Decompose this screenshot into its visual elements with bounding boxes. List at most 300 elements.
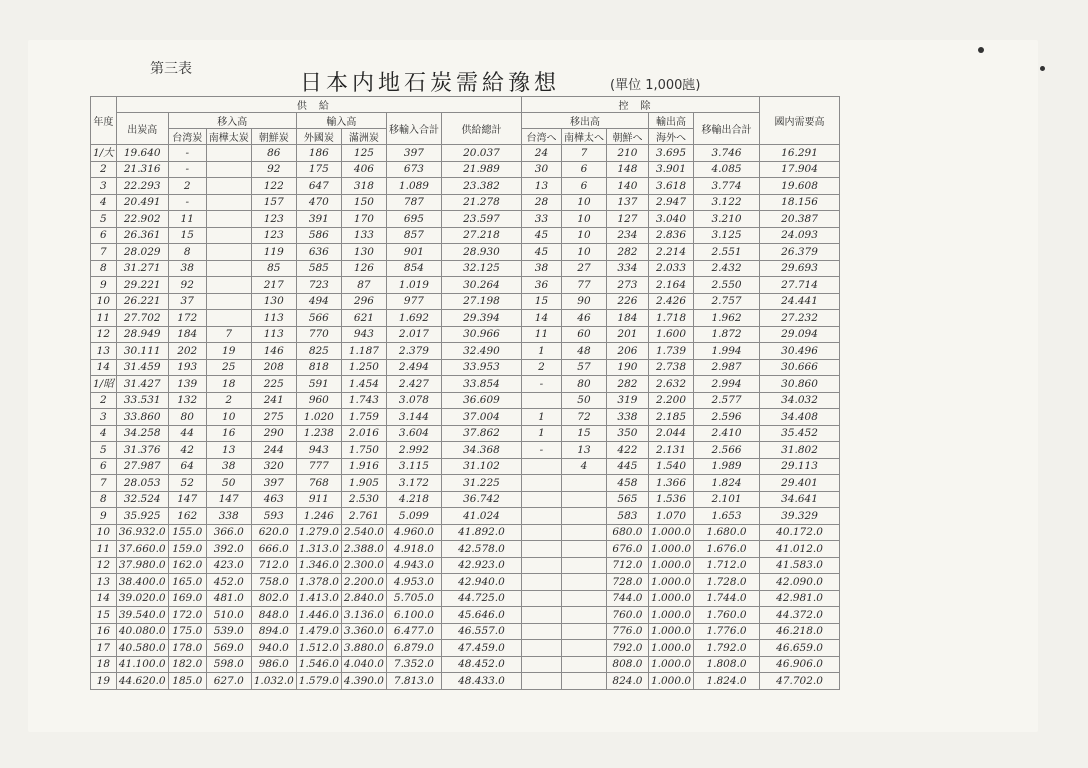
table-cell: 32.125 (441, 260, 521, 277)
table-cell: 139 (168, 376, 206, 393)
table-cell: 33.953 (441, 359, 521, 376)
table-cell: 319 (606, 392, 648, 409)
table-cell: 1.540 (648, 458, 693, 475)
table-cell: 10 (561, 211, 606, 228)
table-row (91, 161, 840, 178)
table-cell: 397 (386, 145, 441, 162)
table-cell: 46.557.0 (441, 623, 521, 640)
table-cell: 4.953.0 (386, 574, 441, 591)
table-cell (561, 607, 606, 624)
table-cell: 13 (521, 178, 561, 195)
table-cell: 452.0 (206, 574, 251, 591)
table-cell: 150 (341, 194, 386, 211)
table-cell: 6 (561, 178, 606, 195)
table-cell: 30 (521, 161, 561, 178)
table-cell: 17.904 (760, 161, 840, 178)
table-row (91, 475, 840, 492)
punch-hole-mark (1040, 66, 1045, 71)
table-cell: 182.0 (168, 656, 206, 673)
row-year-cell: 14 (91, 359, 117, 376)
table-cell: 338 (206, 508, 251, 525)
table-row (91, 508, 840, 525)
table-cell: 318 (341, 178, 386, 195)
row-year-cell: 8 (91, 491, 117, 508)
table-cell: 38 (206, 458, 251, 475)
table-cell: 2.426 (648, 293, 693, 310)
table-cell: 290 (251, 425, 296, 442)
table-cell: 2.840.0 (341, 590, 386, 607)
unit-note: (單位 1,000瓲) (610, 78, 701, 93)
table-cell: 728.0 (606, 574, 648, 591)
table-cell (206, 178, 251, 195)
table-cell: 1.020 (296, 409, 341, 426)
table-cell (521, 491, 561, 508)
table-cell (521, 590, 561, 607)
table-cell: 2.836 (648, 227, 693, 244)
table-cell: 132 (168, 392, 206, 409)
row-year-cell: 10 (91, 524, 117, 541)
table-cell: 1.536 (648, 491, 693, 508)
table-cell: 16 (206, 425, 251, 442)
table-cell: 37.660.0 (116, 541, 168, 558)
col-manchu: 滿洲炭 (341, 129, 386, 145)
table-cell: 21.989 (441, 161, 521, 178)
table-cell: 46.906.0 (760, 656, 840, 673)
table-cell: 47.702.0 (760, 673, 840, 690)
table-cell: 38.400.0 (116, 574, 168, 591)
table-cell: 25 (206, 359, 251, 376)
table-cell: 31.802 (760, 442, 840, 459)
row-year-cell: 1/大 (91, 145, 117, 162)
table-cell: 36.742 (441, 491, 521, 508)
table-cell: 35.452 (760, 425, 840, 442)
table-cell: 695 (386, 211, 441, 228)
table-cell: 3.172 (386, 475, 441, 492)
row-year-cell: 7 (91, 244, 117, 261)
table-cell (521, 673, 561, 690)
table-cell (561, 557, 606, 574)
table-cell: 31.271 (116, 260, 168, 277)
table-cell: 3.115 (386, 458, 441, 475)
table-cell: 146 (251, 343, 296, 360)
table-cell: 2.551 (694, 244, 760, 261)
table-cell: 127 (606, 211, 648, 228)
table-cell: 27.714 (760, 277, 840, 294)
col-export-total: 移輸出合計 (694, 113, 760, 145)
table-cell: 24.441 (760, 293, 840, 310)
table-cell: 36.932.0 (116, 524, 168, 541)
table-body (91, 145, 840, 690)
table-cell: 1.692 (386, 310, 441, 327)
table-row (91, 442, 840, 459)
table-cell: 42.578.0 (441, 541, 521, 558)
table-cell (561, 673, 606, 690)
table-cell: 481.0 (206, 590, 251, 607)
table-cell: 776.0 (606, 623, 648, 640)
table-cell: 45.646.0 (441, 607, 521, 624)
table-cell: 1.187 (341, 343, 386, 360)
table-row (91, 425, 840, 442)
row-year-cell: 10 (91, 293, 117, 310)
table-cell: 23.597 (441, 211, 521, 228)
table-cell: 77 (561, 277, 606, 294)
table-cell: 673 (386, 161, 441, 178)
table-cell: 565 (606, 491, 648, 508)
row-year-cell: 18 (91, 656, 117, 673)
table-cell: 3.122 (694, 194, 760, 211)
table-cell: 566 (296, 310, 341, 327)
table-cell: 26.379 (760, 244, 840, 261)
table-row (91, 409, 840, 426)
table-cell (561, 623, 606, 640)
table-cell: 2.200 (648, 392, 693, 409)
row-year-cell: 13 (91, 343, 117, 360)
table-cell: 1.000.0 (648, 590, 693, 607)
table-cell: 397 (251, 475, 296, 492)
table-cell: 768 (296, 475, 341, 492)
table-cell: 943 (296, 442, 341, 459)
table-cell (521, 541, 561, 558)
table-cell: 41.024 (441, 508, 521, 525)
table-cell (521, 623, 561, 640)
table-cell: 2.738 (648, 359, 693, 376)
table-cell: 29.401 (760, 475, 840, 492)
table-cell: 33.531 (116, 392, 168, 409)
table-cell: 3.360.0 (341, 623, 386, 640)
table-cell: 1.454 (341, 376, 386, 393)
table-cell: 1.744.0 (694, 590, 760, 607)
table-cell: 445 (606, 458, 648, 475)
row-year-cell: 15 (91, 607, 117, 624)
table-cell: 184 (168, 326, 206, 343)
col-production: 出炭高 (116, 113, 168, 145)
table-row (91, 392, 840, 409)
table-cell: 27.987 (116, 458, 168, 475)
table-cell: 37.004 (441, 409, 521, 426)
table-cell: 14 (521, 310, 561, 327)
table-cell: 391 (296, 211, 341, 228)
table-cell: 123 (251, 211, 296, 228)
table-cell: 36 (521, 277, 561, 294)
table-cell: 2.540.0 (341, 524, 386, 541)
table-cell: 620.0 (251, 524, 296, 541)
table-cell: 57 (561, 359, 606, 376)
table-cell: 26.221 (116, 293, 168, 310)
table-cell: 126 (341, 260, 386, 277)
table-cell: 4.218 (386, 491, 441, 508)
table-cell: 86 (251, 145, 296, 162)
table-cell: 37.980.0 (116, 557, 168, 574)
table-cell: 586 (296, 227, 341, 244)
table-cell: 35.925 (116, 508, 168, 525)
table-cell: 6 (561, 161, 606, 178)
table-cell: 85 (251, 260, 296, 277)
table-row (91, 376, 840, 393)
table-cell: 178.0 (168, 640, 206, 657)
table-cell: 2 (521, 359, 561, 376)
table-cell: 3.604 (386, 425, 441, 442)
table-cell: 3.125 (694, 227, 760, 244)
table-cell: 2.992 (386, 442, 441, 459)
table-row (91, 178, 840, 195)
table-cell: 1.479.0 (296, 623, 341, 640)
table-row (91, 623, 840, 640)
header-row-2 (91, 113, 840, 129)
table-cell (521, 508, 561, 525)
table-cell: 2.185 (648, 409, 693, 426)
table-cell: 13 (206, 442, 251, 459)
table-cell: 848.0 (251, 607, 296, 624)
table-cell: 29.094 (760, 326, 840, 343)
table-cell: 170 (341, 211, 386, 228)
table-cell: 2.432 (694, 260, 760, 277)
table-row (91, 673, 840, 690)
table-cell: 123 (251, 227, 296, 244)
table-cell (206, 244, 251, 261)
table-row (91, 574, 840, 591)
table-cell: 50 (206, 475, 251, 492)
table-cell: 1.000.0 (648, 623, 693, 640)
table-cell: 585 (296, 260, 341, 277)
table-cell (206, 310, 251, 327)
table-cell: 40.172.0 (760, 524, 840, 541)
table-cell (206, 145, 251, 162)
table-cell (561, 541, 606, 558)
table-cell: 140 (606, 178, 648, 195)
table-cell: 34.032 (760, 392, 840, 409)
table-cell: 2.577 (694, 392, 760, 409)
table-cell: 147 (168, 491, 206, 508)
table-cell: 130 (251, 293, 296, 310)
table-cell: 2.044 (648, 425, 693, 442)
table-cell: 46 (561, 310, 606, 327)
table-cell (561, 491, 606, 508)
table-cell: 22.293 (116, 178, 168, 195)
table-cell: 1.032.0 (251, 673, 296, 690)
table-cell: 6.100.0 (386, 607, 441, 624)
table-cell: 28.029 (116, 244, 168, 261)
table-cell: 44 (168, 425, 206, 442)
table-cell: 3.136.0 (341, 607, 386, 624)
table-cell: 583 (606, 508, 648, 525)
table-cell: 113 (251, 326, 296, 343)
row-year-cell: 8 (91, 260, 117, 277)
table-cell: 48 (561, 343, 606, 360)
table-cell: 24.093 (760, 227, 840, 244)
row-year-cell: 5 (91, 211, 117, 228)
table-cell: 18 (206, 376, 251, 393)
table-cell: 7 (561, 145, 606, 162)
table-cell: 30.966 (441, 326, 521, 343)
table-cell: 1.808.0 (694, 656, 760, 673)
table-cell (561, 640, 606, 657)
table-cell: 38 (521, 260, 561, 277)
table-cell: 2.164 (648, 277, 693, 294)
table-cell: 37.862 (441, 425, 521, 442)
table-cell: 10 (561, 194, 606, 211)
col-chosen: 朝鮮炭 (251, 129, 296, 145)
table-cell: 1.750 (341, 442, 386, 459)
table-cell: 162.0 (168, 557, 206, 574)
table-cell: 31.376 (116, 442, 168, 459)
table-cell: 1.728.0 (694, 574, 760, 591)
table-cell: 1.989 (694, 458, 760, 475)
table-cell: 723 (296, 277, 341, 294)
table-cell: 2.947 (648, 194, 693, 211)
table-cell: 2.017 (386, 326, 441, 343)
row-year-cell: 4 (91, 194, 117, 211)
table-cell: 2.379 (386, 343, 441, 360)
table-cell: 30.860 (760, 376, 840, 393)
table-cell: 320 (251, 458, 296, 475)
table-cell: 1.759 (341, 409, 386, 426)
table-cell: 210 (606, 145, 648, 162)
table-cell: 627.0 (206, 673, 251, 690)
table-cell: 193 (168, 359, 206, 376)
row-year-cell: 19 (91, 673, 117, 690)
table-cell: 7 (206, 326, 251, 343)
table-cell: 241 (251, 392, 296, 409)
table-cell: 72 (561, 409, 606, 426)
table-cell: 901 (386, 244, 441, 261)
col-export: 輸出高 (648, 113, 693, 129)
row-year-cell: 7 (91, 475, 117, 492)
col-supply-total: 供給總計 (441, 113, 521, 145)
table-cell: 2.427 (386, 376, 441, 393)
table-cell: 1.905 (341, 475, 386, 492)
table-cell: 19 (206, 343, 251, 360)
table-cell: 2.016 (341, 425, 386, 442)
table-cell: 510.0 (206, 607, 251, 624)
table-cell: 1.653 (694, 508, 760, 525)
table-row (91, 557, 840, 574)
table-cell (521, 656, 561, 673)
table-cell: 19.608 (760, 178, 840, 195)
table-cell: 2.388.0 (341, 541, 386, 558)
row-year-cell: 9 (91, 508, 117, 525)
table-cell: 175.0 (168, 623, 206, 640)
table-cell: 80 (168, 409, 206, 426)
table-cell: 48.452.0 (441, 656, 521, 673)
table-cell: 27.702 (116, 310, 168, 327)
table-cell: 44.620.0 (116, 673, 168, 690)
table-cell: 21.316 (116, 161, 168, 178)
table-cell: 2.033 (648, 260, 693, 277)
table-cell: 1.872 (694, 326, 760, 343)
table-cell: 1.000.0 (648, 640, 693, 657)
table-cell: 3.040 (648, 211, 693, 228)
table-cell: 80 (561, 376, 606, 393)
table-cell (521, 607, 561, 624)
table-cell: 1.000.0 (648, 574, 693, 591)
table-cell: 296 (341, 293, 386, 310)
table-cell: 169.0 (168, 590, 206, 607)
table-cell: 1.546.0 (296, 656, 341, 673)
table-cell: 22.902 (116, 211, 168, 228)
table-cell: 1.739 (648, 343, 693, 360)
table-cell: 15 (561, 425, 606, 442)
table-cell: 13 (561, 442, 606, 459)
table-cell: 217 (251, 277, 296, 294)
table-cell: 712.0 (606, 557, 648, 574)
table-cell (521, 557, 561, 574)
table-cell: 2.410 (694, 425, 760, 442)
table-cell: 38 (168, 260, 206, 277)
table-cell: 29.394 (441, 310, 521, 327)
table-cell: 4.390.0 (341, 673, 386, 690)
table-cell: 34.258 (116, 425, 168, 442)
table-cell (561, 508, 606, 525)
table-cell: 539.0 (206, 623, 251, 640)
table-row (91, 277, 840, 294)
table-cell (521, 392, 561, 409)
row-year-cell: 13 (91, 574, 117, 591)
table-cell: 27 (561, 260, 606, 277)
table-cell: 894.0 (251, 623, 296, 640)
col-move-in: 移入高 (168, 113, 296, 129)
table-cell: 39.329 (760, 508, 840, 525)
table-cell (561, 590, 606, 607)
table-cell: 45 (521, 244, 561, 261)
table-cell: 41.012.0 (760, 541, 840, 558)
col-to-karafuto: 南樺太へ (561, 129, 606, 145)
table-cell: 34.408 (760, 409, 840, 426)
table-cell: 184 (606, 310, 648, 327)
table-cell: 1.000.0 (648, 673, 693, 690)
table-cell (561, 656, 606, 673)
table-cell: 29.113 (760, 458, 840, 475)
table-cell: 44.725.0 (441, 590, 521, 607)
row-year-cell: 14 (91, 590, 117, 607)
table-cell: 47.459.0 (441, 640, 521, 657)
table-cell: 18.156 (760, 194, 840, 211)
table-cell: 1.250 (341, 359, 386, 376)
table-cell: 27.218 (441, 227, 521, 244)
table-cell: 1.070 (648, 508, 693, 525)
table-cell: 824.0 (606, 673, 648, 690)
table-row (91, 293, 840, 310)
table-cell: 2.214 (648, 244, 693, 261)
row-year-cell: 6 (91, 458, 117, 475)
row-year-cell: 11 (91, 310, 117, 327)
table-cell: 60 (561, 326, 606, 343)
table-cell: 1.000.0 (648, 524, 693, 541)
table-cell: 165.0 (168, 574, 206, 591)
table-cell: 423.0 (206, 557, 251, 574)
table-cell: 31.102 (441, 458, 521, 475)
table-cell: 42.090.0 (760, 574, 840, 591)
col-move-out: 移出高 (521, 113, 648, 129)
table-cell: 34.641 (760, 491, 840, 508)
table-cell: 7.352.0 (386, 656, 441, 673)
table-cell: 31.225 (441, 475, 521, 492)
table-cell: 225 (251, 376, 296, 393)
table-cell: 1.994 (694, 343, 760, 360)
table-cell: 1.238 (296, 425, 341, 442)
table-cell: 15 (168, 227, 206, 244)
table-row (91, 458, 840, 475)
table-cell (206, 161, 251, 178)
table-cell: 2.994 (694, 376, 760, 393)
table-cell: 275 (251, 409, 296, 426)
table-row (91, 326, 840, 343)
table-cell: 1.718 (648, 310, 693, 327)
table-cell: 147 (206, 491, 251, 508)
table-cell (521, 475, 561, 492)
table-cell: 2.550 (694, 277, 760, 294)
table-cell: 28.930 (441, 244, 521, 261)
table-cell: 2.131 (648, 442, 693, 459)
